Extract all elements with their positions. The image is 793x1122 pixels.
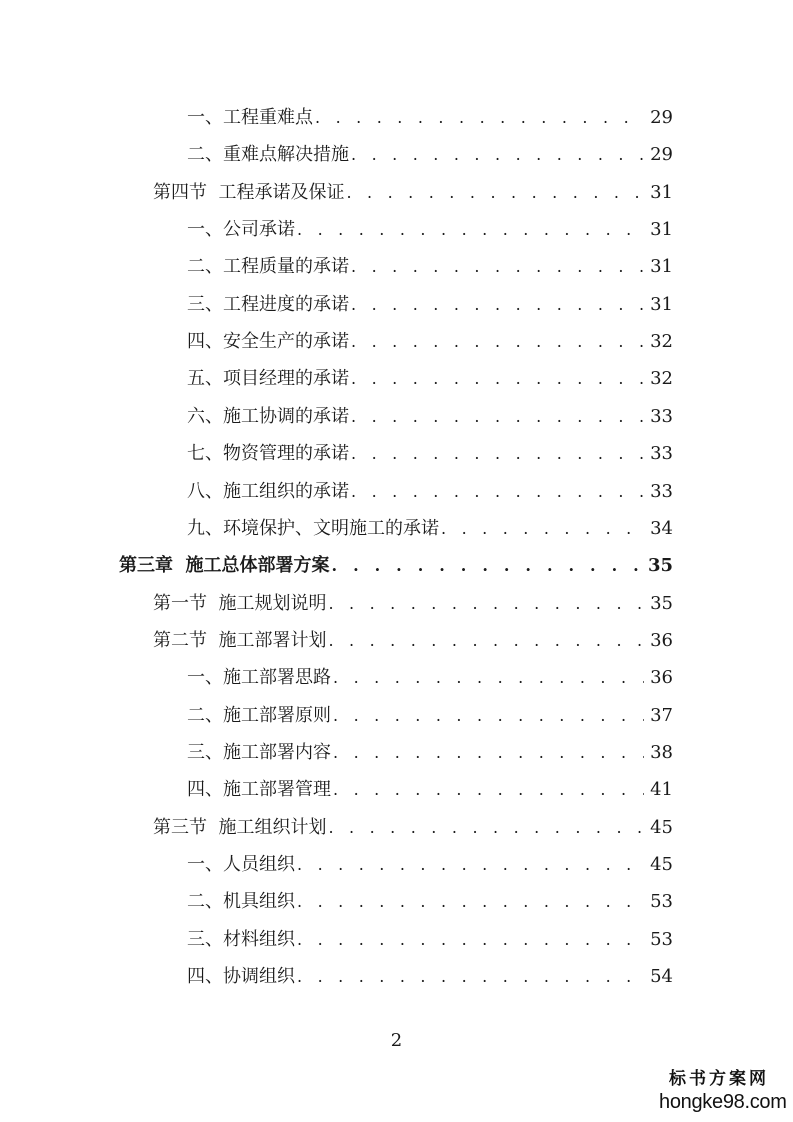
toc-entry-title: 一、工程重难点 [187, 107, 313, 128]
toc-entry-page: 35 [650, 592, 673, 614]
toc-entry-page: 33 [650, 443, 673, 465]
toc-section-entry [153, 589, 673, 619]
toc-subsection-entry [187, 327, 673, 357]
toc-entry-title: 三、材料组织 [187, 928, 295, 950]
toc-entry-title: 第三章 施工总体部署方案 [119, 555, 330, 577]
watermark-url: hongke98.com [659, 1091, 787, 1113]
toc-entry-page: 45 [650, 854, 673, 875]
toc-dot-leader [351, 252, 644, 282]
toc-entry-title: 四、安全生产的承诺 [187, 331, 349, 353]
toc-entry-page: 31 [650, 293, 673, 315]
toc-subsection-entry [187, 364, 673, 394]
toc-entry-page: 33 [650, 405, 673, 427]
toc-entry-title: 二、施工部署原则 [187, 704, 331, 726]
toc-entry-title: 一、人员组织 [187, 854, 295, 875]
toc-subsection-entry [187, 887, 673, 917]
toc-subsection-entry [187, 402, 673, 432]
toc-dot-leader [328, 626, 644, 656]
toc-section-entry [153, 178, 673, 208]
toc-entry-title: 第三节 施工组织计划 [153, 816, 327, 838]
toc-entry-title: 一、公司承诺 [187, 219, 295, 241]
toc-dot-leader [332, 551, 642, 581]
toc-subsection-entry [187, 663, 673, 693]
toc-entry-page: 31 [650, 219, 673, 241]
toc-subsection-entry [187, 962, 673, 992]
toc-entry-title: 二、重难点解决措施 [187, 144, 349, 166]
toc-entry-title: 二、工程质量的承诺 [187, 256, 349, 278]
toc-subsection-entry [187, 925, 673, 955]
toc-subsection-entry [187, 439, 673, 469]
toc-entry-page: 31 [650, 181, 673, 203]
toc-dot-leader [333, 738, 644, 768]
toc-dot-leader [328, 813, 644, 843]
toc-section-entry [153, 813, 673, 843]
toc-entry-page: 53 [650, 928, 673, 950]
toc-entry-page: 45 [650, 816, 673, 838]
toc-entry-title: 七、物资管理的承诺 [187, 443, 349, 465]
toc-entry-page: 29 [650, 107, 673, 128]
toc-dot-leader [297, 215, 644, 245]
toc-entry-title: 一、施工部署思路 [187, 667, 331, 689]
toc-entry-page: 29 [650, 144, 673, 166]
toc-dot-leader [351, 439, 644, 469]
toc-entry-page: 36 [650, 667, 673, 689]
toc-dot-leader [441, 514, 644, 544]
page-number: 2 [390, 1030, 403, 1051]
toc-entry-page: 36 [650, 629, 673, 651]
toc-dot-leader [315, 103, 644, 133]
toc-dot-leader [351, 290, 644, 320]
toc-entry-page: 53 [650, 891, 673, 913]
toc-entry-title: 五、项目经理的承诺 [187, 368, 349, 390]
toc-entry-page: 38 [650, 741, 673, 763]
toc-subsection-entry [187, 775, 673, 805]
toc-entry-page: 31 [650, 256, 673, 278]
toc-entry-title: 三、工程进度的承诺 [187, 293, 349, 315]
toc-subsection-entry [187, 701, 673, 731]
toc-entry-page: 37 [650, 704, 673, 726]
toc-subsection-entry [187, 477, 673, 507]
toc-subsection-entry [187, 738, 673, 768]
toc-entry-title: 第四节 工程承诺及保证 [153, 181, 345, 203]
toc-dot-leader [351, 402, 644, 432]
toc-subsection-entry [187, 514, 673, 544]
toc-entry-title: 二、机具组织 [187, 891, 295, 913]
toc-dot-leader [351, 140, 644, 170]
toc-subsection-entry [187, 290, 673, 320]
toc-chapter-entry [119, 551, 673, 581]
toc-dot-leader [351, 364, 644, 394]
toc-section-entry [153, 626, 673, 656]
toc-dot-leader [333, 701, 644, 731]
toc-subsection-entry [187, 103, 673, 133]
toc-entry-page: 32 [650, 368, 673, 390]
toc-dot-leader [297, 925, 644, 955]
toc-subsection-entry [187, 140, 673, 170]
site-watermark [659, 1068, 787, 1114]
toc-dot-leader [297, 887, 644, 917]
toc-entry-page: 33 [650, 480, 673, 502]
toc-entry-page: 35 [647, 555, 673, 577]
toc-subsection-entry [187, 850, 673, 880]
toc-entry-page: 32 [650, 331, 673, 353]
toc-entry-page: 41 [650, 779, 673, 801]
toc-dot-leader [297, 962, 644, 992]
toc-entry-title: 六、施工协调的承诺 [187, 405, 349, 427]
toc-dot-leader [328, 589, 644, 619]
toc-entry-title: 四、协调组织 [187, 966, 295, 988]
toc-entry-page: 34 [650, 517, 673, 539]
toc-dot-leader [297, 850, 644, 880]
toc-entry-title: 三、施工部署内容 [187, 741, 331, 763]
watermark-title: 标书方案网 [669, 1069, 769, 1088]
toc-entry-title: 八、施工组织的承诺 [187, 480, 349, 502]
toc-subsection-entry [187, 215, 673, 245]
toc-dot-leader [351, 327, 644, 357]
toc-dot-leader [351, 477, 644, 507]
toc-dot-leader [333, 663, 644, 693]
toc-entry-title: 四、施工部署管理 [187, 779, 331, 801]
toc-dot-leader [346, 178, 644, 208]
toc-dot-leader [333, 775, 644, 805]
toc-entry-page: 54 [650, 966, 673, 988]
toc-entry-title: 第一节 施工规划说明 [153, 592, 327, 614]
toc-entry-title: 九、环境保护、文明施工的承诺 [187, 517, 439, 539]
toc-subsection-entry [187, 252, 673, 282]
toc-entry-title: 第二节 施工部署计划 [153, 629, 327, 651]
